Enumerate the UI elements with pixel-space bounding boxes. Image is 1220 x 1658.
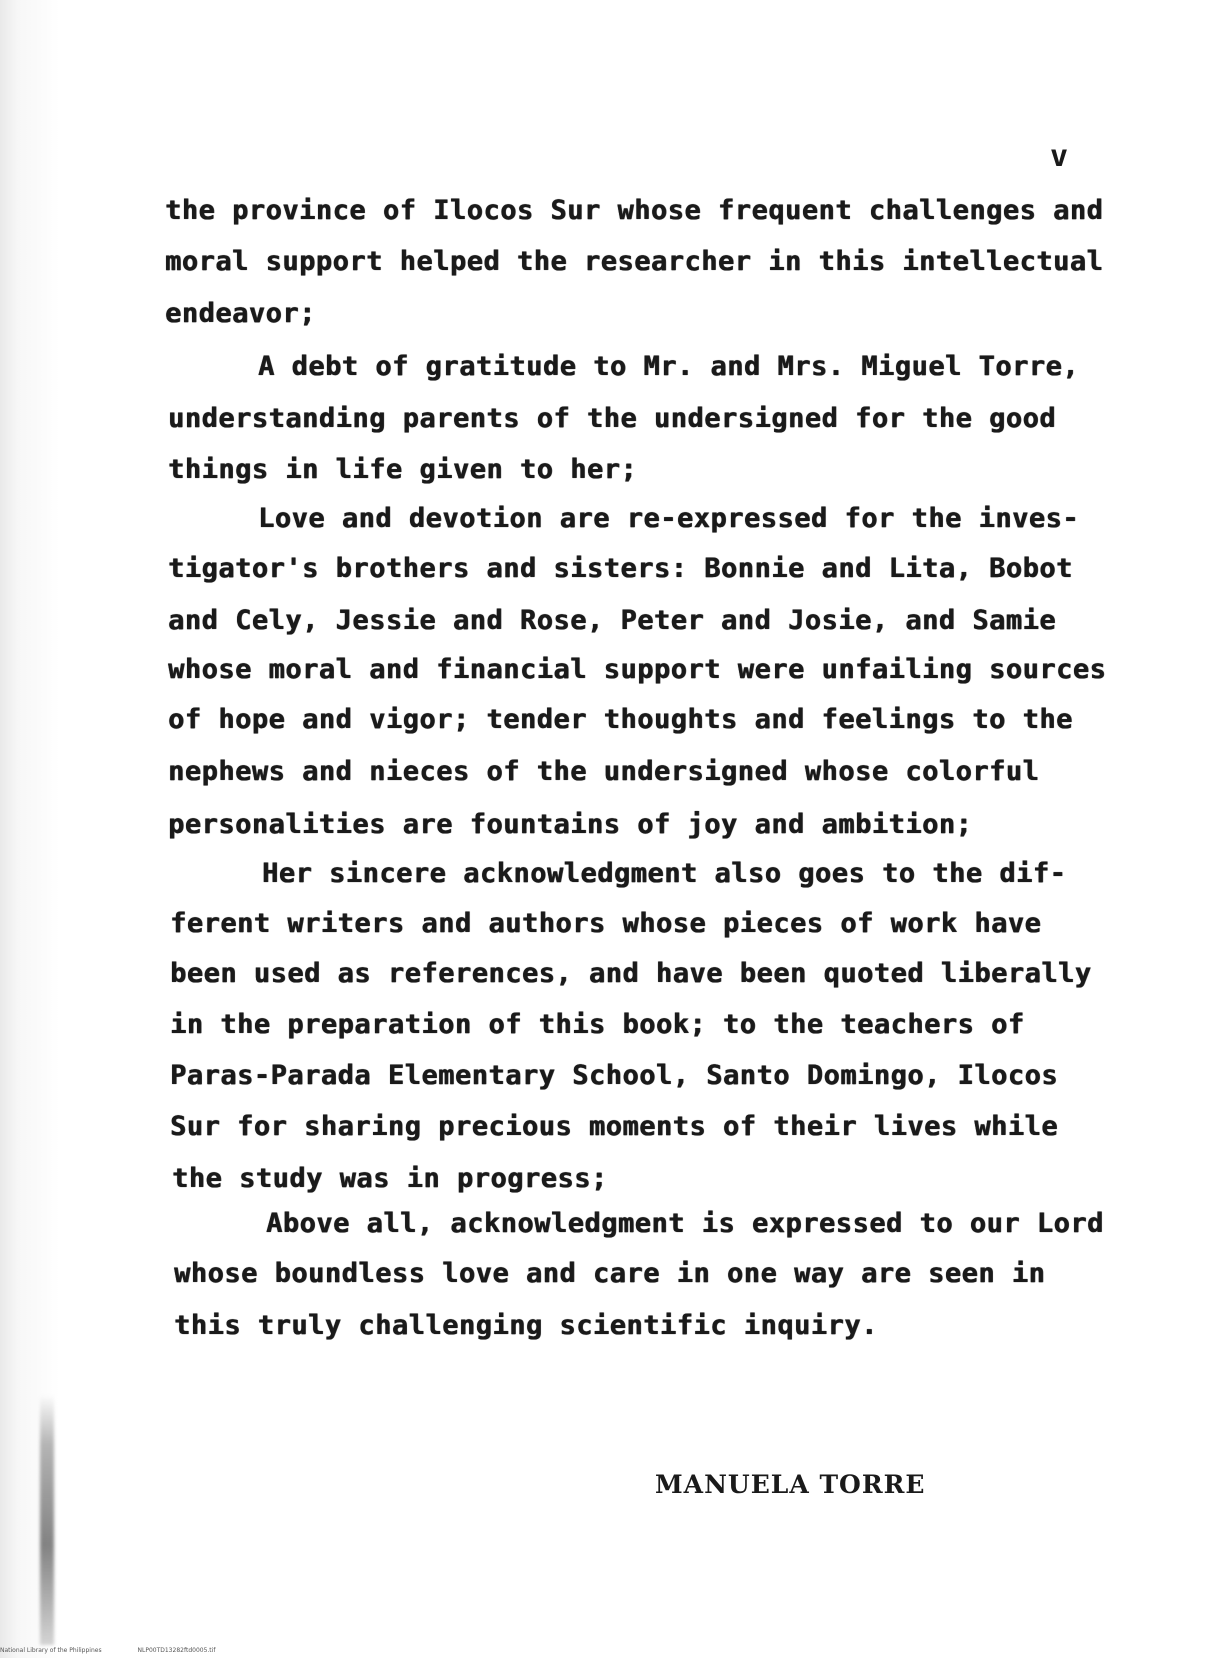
text-line: whose moral and financial support were unfailing sources <box>168 654 1107 685</box>
author-name: MANUELA TORRE <box>655 1470 926 1499</box>
scan-left-edge <box>0 0 70 1658</box>
text-line: Sur for sharing precious moments of their lives while <box>170 1111 1059 1142</box>
text-line: Her sincere acknowledgment also goes to the dif- <box>262 858 1067 889</box>
text-line: this truly challenging scientific inquiry. <box>174 1310 878 1341</box>
text-line: things in life given to her; <box>168 454 638 485</box>
text-line: Love and devotion are re-expressed for the inves- <box>258 503 1080 534</box>
text-line: whose boundless love and care in one way are seen in <box>174 1258 1046 1289</box>
text-line: understanding parents of the undersigned for the good <box>168 403 1057 434</box>
text-line: tigator's brothers and sisters: Bonnie and Lita, Bobot <box>168 553 1073 584</box>
scan-footer <box>0 1647 249 1654</box>
footer-library: National Library of the Philippines <box>0 1647 102 1654</box>
text-line: the study was in progress; <box>172 1163 608 1194</box>
text-line: ferent writers and authors whose pieces of work have <box>170 908 1042 939</box>
text-line: Above all, acknowledgment is expressed to our Lord <box>266 1208 1104 1239</box>
text-line: Paras-Parada Elementary School, Santo Domingo, Ilocos <box>170 1060 1059 1091</box>
footer-filename: NLP00TD13282ftd0005.tif <box>137 1647 216 1654</box>
text-line: the province of Ilocos Sur whose frequent challenges and <box>165 195 1104 226</box>
text-line: endeavor; <box>165 298 316 329</box>
text-line: A debt of gratitude to Mr. and Mrs. Miguel Torre, <box>258 351 1080 382</box>
page-number: v <box>1050 139 1069 174</box>
text-line: in the preparation of this book; to the teachers of <box>170 1009 1025 1040</box>
text-line: of hope and vigor; tender thoughts and feelings to the <box>168 704 1073 735</box>
text-line: nephews and nieces of the undersigned whose colorful <box>168 756 1040 787</box>
scan-edge-smudge <box>40 1395 54 1645</box>
text-line: moral support helped the researcher in this intellectual <box>165 246 1104 277</box>
text-line: personalities are fountains of joy and ambition; <box>168 809 973 840</box>
text-line: been used as references, and have been quoted liberally <box>170 958 1092 989</box>
text-line: and Cely, Jessie and Rose, Peter and Josie, and Samie <box>168 605 1057 636</box>
